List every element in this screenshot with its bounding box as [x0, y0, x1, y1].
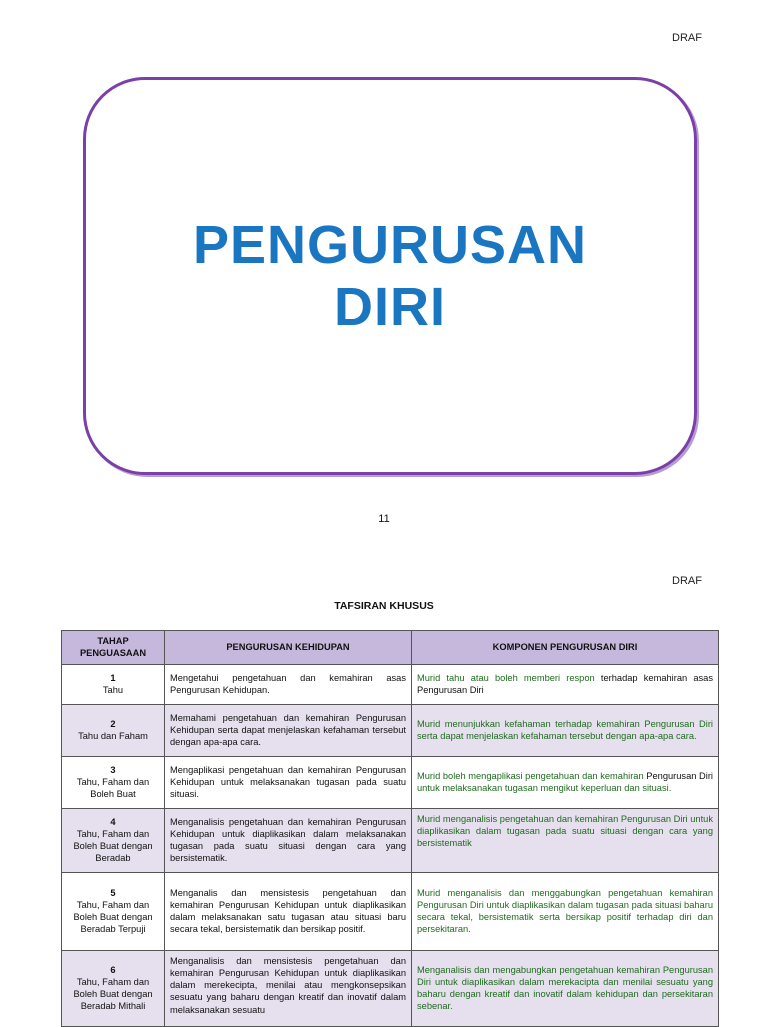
table-header-row [62, 631, 719, 665]
level-number: 2 [110, 718, 116, 729]
header-life-management: PENGURUSAN KEHIDUPAN [165, 631, 412, 665]
life-management-cell: Menganalisis dan mensistesis pengetahuan dan kemahiran Pengurusan Kehidupan untuk diaplikasikan dalam merekecipta, menilai atau mengkonsepsikan sesuatu yang baharu dengan kreatif dan inovatif dalam melaksanakan sesuatu [165, 950, 412, 1026]
level-description: Tahu [102, 685, 124, 696]
level-cell [62, 950, 165, 1026]
life-management-cell: Menganalisis pengetahuan dan kemahiran Pengurusan Kehidupan untuk diaplikasikan dalam melaksanakan tugasan pada suatu situasi dengan cara yang bersistematik. [165, 808, 412, 872]
interpretation-table [61, 630, 719, 1027]
table-row [62, 756, 719, 808]
level-number: 6 [110, 964, 116, 975]
draft-label-top: DRAF [672, 32, 702, 44]
level-description: Tahu, Faham dan Boleh Buat dengan Beradab Mithali [73, 976, 153, 1012]
level-number: 5 [110, 887, 116, 898]
page-number: 11 [378, 513, 390, 525]
level-cell [62, 808, 165, 872]
level-number: 1 [110, 672, 116, 683]
level-description: Tahu, Faham dan Boleh Buat dengan Beradab Terpuji [73, 899, 153, 935]
life-management-cell: Memahami pengetahuan dan kemahiran Pengurusan Kehidupan serta dapat menjelaskan kefahaman tersebut dengan apa-apa cara. [165, 704, 412, 756]
level-number: 4 [110, 816, 116, 827]
header-self-management: KOMPONEN PENGURUSAN DIRI [412, 631, 719, 665]
self-management-cell: Menganalisis dan mengabungkan pengetahuan kemahiran Pengurusan Diri untuk diaplikasikan dalam merekacipta dan menilai sesuatu yang baharu dengan kreatif dan inovatif dalam kehidupan dan persekitaran sebenar. [412, 950, 719, 1026]
header-level: TAHAP PENGUASAAN [62, 631, 165, 665]
page-title [193, 214, 587, 338]
self-management-cell: Murid tahu atau boleh memberi respon terhadap kemahiran asas Pengurusan Diri [412, 664, 719, 704]
level-number: 3 [110, 764, 116, 775]
self-management-cell: Murid boleh mengaplikasi pengetahuan dan kemahiran Pengurusan Diri untuk melaksanakan tugasan mengikut keperluan dan situasi. [412, 756, 719, 808]
life-management-cell: Menganalis dan mensistesis pengetahuan dan kemahiran Pengurusan Kehidupan untuk diaplikasikan dalam melaksanakan satu tugasan atau situasi baru secara tekal, bersistematik dan bersikap positif. [165, 872, 412, 950]
life-management-cell: Mengetahui pengetahuan dan kemahiran asas Pengurusan Kehidupan. [165, 664, 412, 704]
table-row [62, 704, 719, 756]
level-description: Tahu, Faham dan Boleh Buat dengan Beradab [73, 828, 153, 864]
self-management-cell: Murid menganalisis pengetahuan dan kemahiran Pengurusan Diri untuk diaplikasikan dalam tugasan pada suatu situasi dengan cara yang bersistematik [412, 808, 719, 872]
title-line-1: PENGURUSAN [192, 215, 588, 275]
self-management-cell: Murid menunjukkan kefahaman terhadap kemahiran Pengurusan Diri serta dapat menjelaskan kefahaman tersebut dengan apa-apa cara. [412, 704, 719, 756]
draft-label-bottom: DRAF [672, 575, 702, 587]
level-description: Tahu, Faham dan Boleh Buat [76, 776, 150, 800]
life-management-cell: Mengaplikasi pengetahuan dan kemahiran Pengurusan Kehidupan untuk melaksanakan tugasan pada suatu situasi. [165, 756, 412, 808]
table-row [62, 664, 719, 704]
title-line-2: DIRI [333, 277, 446, 337]
section-title: TAFSIRAN KHUSUS [334, 600, 434, 612]
title-box [83, 77, 697, 475]
level-cell [62, 664, 165, 704]
table-row [62, 872, 719, 950]
level-cell [62, 756, 165, 808]
table-row [62, 950, 719, 1026]
level-cell [62, 704, 165, 756]
table-row [62, 808, 719, 872]
self-management-cell: Murid menganalisis dan menggabungkan pengetahuan kemahiran Pengurusan Diri untuk diaplikasikan dalam tugasan pada situasi baharu secara tekal, bersistematik serta bersikap positif terhadap diri dan persekitaran. [412, 872, 719, 950]
level-cell [62, 872, 165, 950]
level-description: Tahu dan Faham [78, 731, 148, 742]
